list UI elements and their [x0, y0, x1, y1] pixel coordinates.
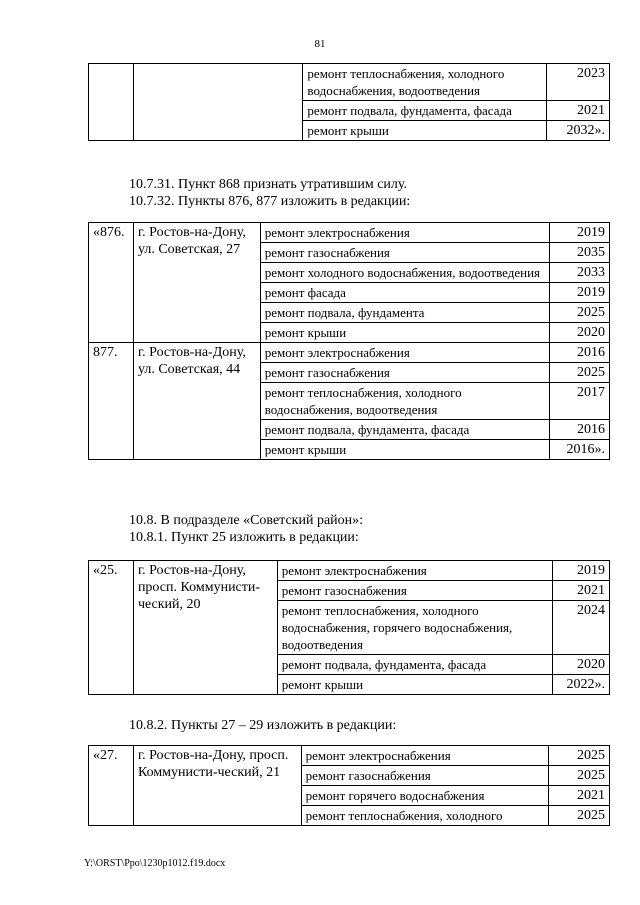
- work-cell: ремонт подвала, фундамента, фасада: [303, 101, 547, 121]
- address-cell: [133, 64, 303, 141]
- table-row: [89, 746, 610, 766]
- work-cell: ремонт теплоснабжения, холодного водоснабжения, водоотведения: [260, 383, 549, 420]
- address-cell: г. Ростов-на-Дону, просп. Коммунисти-ческий, 20: [133, 561, 277, 695]
- address-cell: г. Ростов-на-Дону, просп. Коммунисти-ческий, 21: [133, 746, 301, 826]
- work-cell: ремонт подвала, фундамента, фасада: [260, 420, 549, 440]
- number-cell: «27.: [89, 746, 134, 826]
- work-cell: ремонт электроснабжения: [260, 223, 549, 243]
- work-cell: ремонт электроснабжения: [277, 561, 552, 581]
- year-cell: 2016».: [550, 440, 610, 460]
- year-cell: 2035: [550, 243, 610, 263]
- paragraph: 10.8.1. Пункт 25 изложить в редакции:: [129, 530, 359, 545]
- year-cell: 2020: [550, 323, 610, 343]
- work-cell: ремонт электроснабжения: [260, 343, 549, 363]
- work-cell: ремонт холодного водоснабжения, водоотведения: [260, 263, 549, 283]
- number-cell: «25.: [89, 561, 134, 695]
- year-cell: 2032».: [547, 121, 610, 141]
- work-cell: ремонт подвала, фундамента: [260, 303, 549, 323]
- table-row: [89, 561, 610, 581]
- year-cell: 2021: [547, 101, 610, 121]
- table-row: [89, 343, 610, 363]
- work-cell: ремонт подвала, фундамента, фасада: [277, 655, 552, 675]
- paragraph: 10.7.32. Пункты 876, 877 изложить в редакции:: [129, 194, 411, 209]
- work-cell: ремонт фасада: [260, 283, 549, 303]
- number-cell: 877.: [89, 343, 134, 460]
- work-cell: ремонт газоснабжения: [277, 581, 552, 601]
- year-cell: 2021: [553, 581, 610, 601]
- year-cell: 2023: [547, 64, 610, 101]
- year-cell: 2025: [550, 363, 610, 383]
- work-cell: ремонт крыши: [260, 440, 549, 460]
- year-cell: 2020: [553, 655, 610, 675]
- year-cell: 2016: [550, 420, 610, 440]
- number-cell: «876.: [89, 223, 134, 343]
- year-cell: 2025: [549, 806, 610, 826]
- page-number: 81: [314, 38, 326, 50]
- year-cell: 2019: [553, 561, 610, 581]
- paragraph: 10.8.2. Пункты 27 – 29 изложить в редакции:: [129, 718, 397, 733]
- year-cell: 2019: [550, 223, 610, 243]
- work-cell: ремонт газоснабжения: [260, 243, 549, 263]
- table-item-25: [88, 560, 610, 695]
- year-cell: 2024: [553, 601, 610, 655]
- work-cell: ремонт горячего водоснабжения: [301, 786, 548, 806]
- work-cell: ремонт крыши: [303, 121, 547, 141]
- year-cell: 2025: [550, 303, 610, 323]
- year-cell: 2025: [549, 746, 610, 766]
- work-cell: ремонт теплоснабжения, холодного водоснабжения, водоотведения: [303, 64, 547, 101]
- table-row: [89, 64, 610, 101]
- work-cell: ремонт газоснабжения: [301, 766, 548, 786]
- table-continuation: [88, 63, 610, 141]
- paragraph: 10.7.31. Пункт 868 признать утратившим силу.: [129, 177, 407, 192]
- number-cell: [89, 64, 134, 141]
- work-cell: ремонт крыши: [277, 675, 552, 695]
- year-cell: 2019: [550, 283, 610, 303]
- year-cell: 2033: [550, 263, 610, 283]
- work-cell: ремонт крыши: [260, 323, 549, 343]
- work-cell: ремонт теплоснабжения, холодного водоснабжения, горячего водоснабжения, водоотведения: [277, 601, 552, 655]
- year-cell: 2017: [550, 383, 610, 420]
- paragraph: 10.8. В подразделе «Советский район»:: [129, 513, 364, 528]
- work-cell: ремонт электроснабжения: [301, 746, 548, 766]
- table-items-876-877: [88, 222, 610, 460]
- work-cell: ремонт газоснабжения: [260, 363, 549, 383]
- year-cell: 2021: [549, 786, 610, 806]
- year-cell: 2016: [550, 343, 610, 363]
- work-cell: ремонт теплоснабжения, холодного: [301, 806, 548, 826]
- table-item-27: [88, 745, 610, 826]
- footer-file-path: Y:\ORST\Ppo\1230p1012.f19.docx: [84, 858, 226, 869]
- address-cell: г. Ростов-на-Дону, ул. Советская, 27: [133, 223, 260, 343]
- year-cell: 2025: [549, 766, 610, 786]
- address-cell: г. Ростов-на-Дону, ул. Советская, 44: [133, 343, 260, 460]
- table-row: [89, 223, 610, 243]
- year-cell: 2022».: [553, 675, 610, 695]
